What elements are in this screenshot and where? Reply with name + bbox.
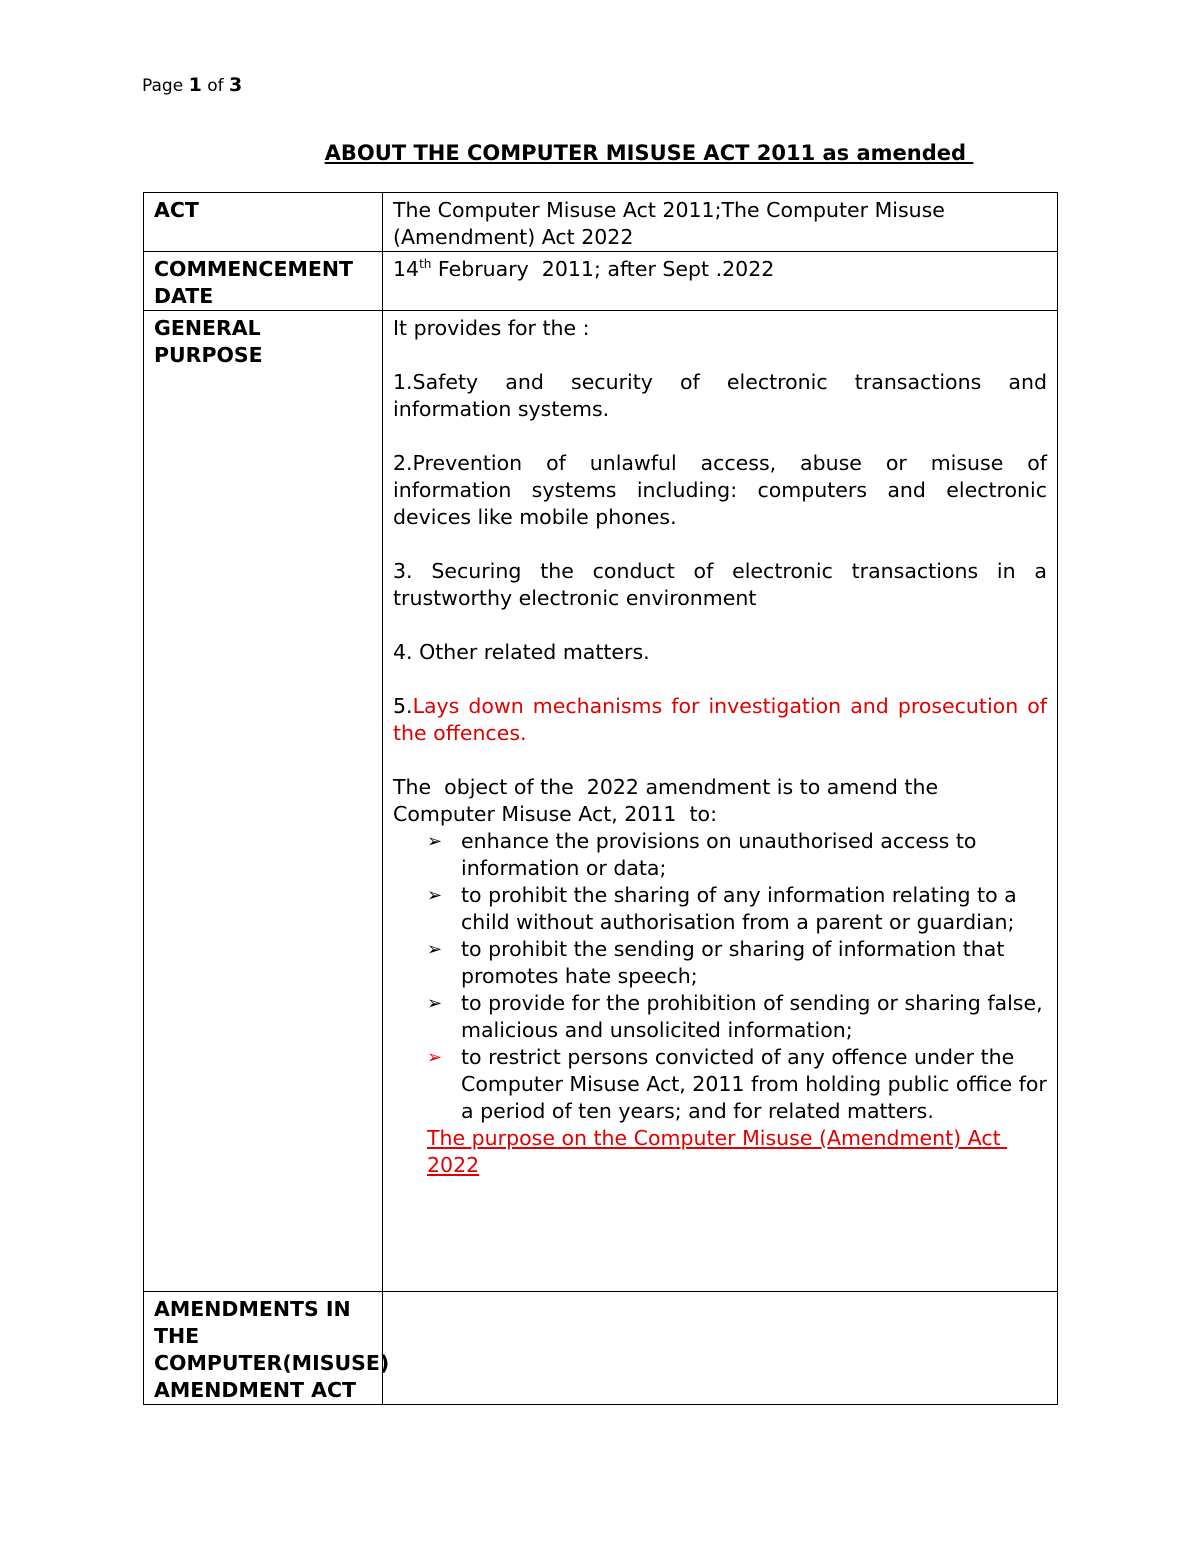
act-label: ACT [154,198,199,222]
arrow-bullet-icon: ➢ [427,939,443,960]
purpose-item-2: 2.Prevention of unlawful access, abuse or misuse of information systems including: computers and electronic devices like mobile phones. [393,451,1047,529]
commencement-day-suffix: th [419,257,432,272]
info-table [143,192,1058,1405]
bullet-text: to prohibit the sending or sharing of information that promotes hate speech; [461,937,1005,988]
closing-link-text [393,1125,1047,1179]
amendments-label-line3: COMPUTER(MISUSE) [154,1351,390,1375]
act-label-cell [144,193,383,252]
amendments-label-line2: THE [154,1324,200,1348]
amendments-value-cell [383,1292,1058,1405]
table-row-amendments [144,1292,1058,1405]
arrow-bullet-icon: ➢ [427,885,443,906]
purpose-label: GENERAL PURPOSE [154,316,263,367]
list-item [427,936,1047,990]
act-value-cell [383,193,1058,252]
amendment-bullet-list [393,828,1047,1125]
act-value-line2: (Amendment) Act 2022 [393,225,634,249]
amendments-label-cell [144,1292,390,1405]
closing-line-2: 2022 [427,1153,480,1177]
list-item [427,990,1047,1044]
arrow-bullet-icon: ➢ [427,993,443,1014]
act-value-line1: The Computer Misuse Act 2011;The Computer Misuse [393,198,945,222]
purpose-intro: It provides for the : [393,316,590,340]
amendments-label-line1: AMENDMENTS IN [154,1297,351,1321]
object-line-1: The object of the 2022 amendment is to amend the [393,775,939,799]
closing-line-1: The purpose on the Computer Misuse (Amendment) Act [427,1126,1008,1150]
purpose-item-4: 4. Other related matters. [393,640,650,664]
bullet-text: to restrict persons convicted of any offence under the Computer Misuse Act, 2011 from holding public office for a period of ten years; and for related matters. [461,1045,1047,1123]
list-item [427,882,1047,936]
bullet-text: to provide for the prohibition of sending or sharing false, malicious and unsolicited information; [461,991,1043,1042]
purpose-item-5 [393,693,1047,747]
page-of: of [207,76,224,96]
table-row-purpose [144,311,1058,1292]
arrow-bullet-icon: ➢ [427,831,443,852]
purpose-value-cell [383,311,1058,1292]
purpose-item-5-number: 5. [393,694,413,718]
table-row-commencement [144,252,1058,311]
page-total: 3 [229,74,243,96]
amendments-label-line4: AMENDMENT ACT [154,1378,357,1402]
page-number [142,74,242,96]
page-current: 1 [188,74,202,96]
purpose-item-3: 3. Securing the conduct of electronic transactions in a trustworthy electronic environment [393,559,1047,610]
bullet-text: to prohibit the sharing of any information relating to a child without authorisation from a parent or guardian; [461,883,1017,934]
bullet-text: enhance the provisions on unauthorised access to information or data; [461,829,977,880]
object-line-2: Computer Misuse Act, 2011 to: [393,802,717,826]
page-prefix: Page [142,76,184,96]
table-row-act [144,193,1058,252]
commencement-day: 14 [393,257,420,281]
commencement-rest: February 2011; after Sept .2022 [431,257,775,281]
arrow-bullet-icon: ➢ [427,1047,443,1068]
commencement-label-line2: DATE [154,284,214,308]
commencement-label-cell [144,252,383,311]
purpose-item-5-text: Lays down mechanisms for investigation and prosecution of the offences. [393,694,1047,745]
purpose-item-1: 1.Safety and security of electronic transactions and information systems. [393,370,1047,421]
list-item [427,1044,1047,1125]
list-item [427,828,1047,882]
commencement-label-line1: COMMENCEMENT [154,257,354,281]
commencement-value-cell [383,252,1058,311]
document-title: ABOUT THE COMPUTER MISUSE ACT 2011 as amended [324,141,974,165]
purpose-label-cell [144,311,383,1292]
